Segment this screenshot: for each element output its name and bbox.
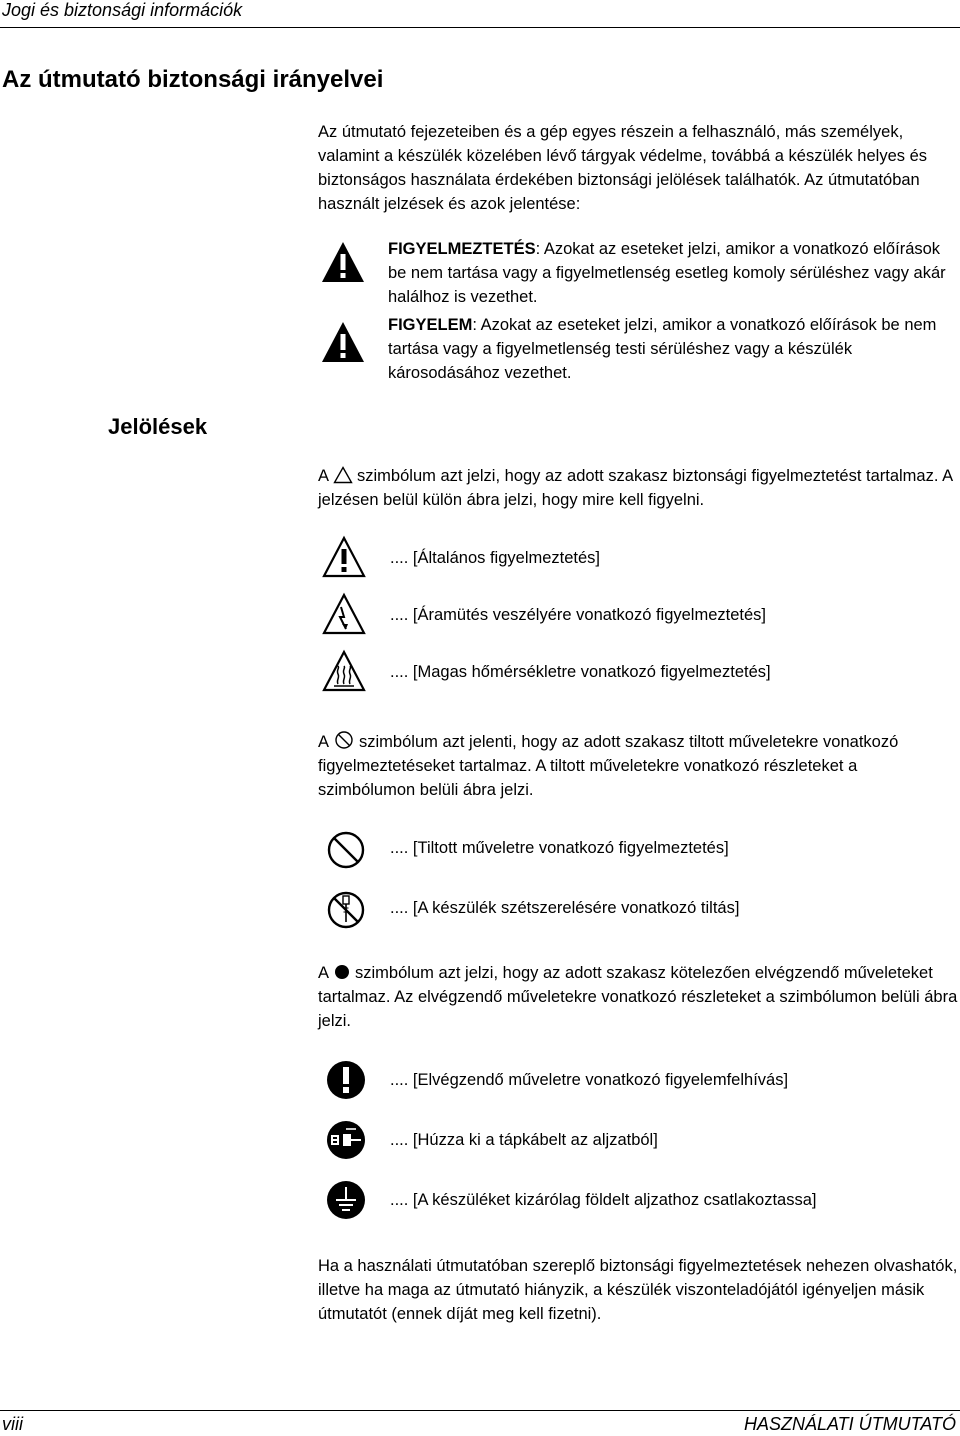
caution-definition xyxy=(388,313,958,385)
ground-icon xyxy=(322,1176,366,1224)
symbol-row xyxy=(318,534,958,582)
warning-text: : Azokat az eseteket jelzi, amikor a vonatkozó előírások be nem tartása vagy a figyelmetlenség esetleg komoly sérüléshez vagy akár halálhoz is vezethet. xyxy=(388,240,946,306)
para-prefix: A xyxy=(318,733,330,751)
symbol-row xyxy=(318,1176,958,1224)
mandatory-action-icon xyxy=(322,1056,366,1104)
running-title: Jogi és biztonsági információk xyxy=(2,0,243,20)
filled-circle-icon xyxy=(333,963,351,981)
warning-triangle-icon xyxy=(320,240,366,284)
mandatory-symbol-paragraph xyxy=(318,961,958,1033)
para-prefix: A xyxy=(318,964,330,982)
side-heading: Jelölések xyxy=(108,414,208,439)
warning-label: FIGYELMEZTETÉS xyxy=(388,240,536,258)
prohibited-icon xyxy=(322,824,366,872)
intro-paragraph: Az útmutató fejezeteiben és a gép egyes részein a felhasználó, más személyek, valamint a készülék közelében lévő tárgyak védelme, továbbá a készülék helyes és biztonságos használata érdekében biztonsági jelölések találhatók. Az útmutatóban használt jelzések és azok jelentése: xyxy=(318,123,928,213)
symbol-label: .... [Húzza ki a tápkábelt az aljzatból] xyxy=(390,1131,658,1149)
caution-label: FIGYELEM xyxy=(388,316,473,334)
symbol-label: .... [A készülék szétszerelésére vonatkozó tiltás] xyxy=(390,899,740,917)
symbol-label: .... [Áramütés veszélyére vonatkozó figyelmeztetés] xyxy=(390,606,766,624)
closing-paragraph: Ha a használati útmutatóban szereplő biztonsági figyelmeztetések nehezen olvashatók, illetve ha maga az útmutató hiányzik, a készülék viszonteladójától igényeljen másik útmutatót (ennek díját meg kell fizetni). xyxy=(318,1257,958,1323)
symbol-row xyxy=(318,591,958,639)
electric-shock-warning-icon xyxy=(322,591,366,639)
caution-triangle-icon xyxy=(320,320,366,364)
section-title: Az útmutató biztonsági irányelvei xyxy=(2,66,384,93)
symbol-row xyxy=(318,884,958,932)
symbol-label: .... [Elvégzendő műveletre vonatkozó figyelemfelhívás] xyxy=(390,1071,789,1089)
triangle-outline-icon xyxy=(333,466,353,484)
high-temperature-warning-icon xyxy=(322,648,366,696)
para-suffix: szimbólum azt jelenti, hogy az adott szakasz tiltott műveletekre vonatkozó figyelmeztetéseket tartalmaz. A tiltott műveletekre vonatkozó részleteket a szimbólumon belüli ábra jelzi. xyxy=(318,733,899,799)
no-disassembly-icon xyxy=(322,884,366,932)
symbol-label: .... [Magas hőmérsékletre vonatkozó figyelmeztetés] xyxy=(390,663,771,681)
footer-rule xyxy=(0,1410,960,1411)
para-suffix: szimbólum azt jelzi, hogy az adott szakasz biztonsági figyelmeztetést tartalmaz. A jelzésen belül külön ábra jelzi, hogy mire kell figyelni. xyxy=(318,467,953,509)
para-prefix: A xyxy=(318,467,330,485)
unplug-icon xyxy=(322,1116,366,1164)
manual-title: HASZNÁLATI ÚTMUTATÓ xyxy=(743,1414,956,1434)
prohibit-outline-icon xyxy=(333,730,355,750)
header-rule xyxy=(0,27,960,28)
symbol-label: .... [A készüléket kizárólag földelt aljzathoz csatlakoztassa] xyxy=(390,1191,817,1209)
symbol-label: .... [Általános figyelmeztetés] xyxy=(390,549,601,567)
caution-text: : Azokat az eseteket jelzi, amikor a vonatkozó előírások be nem tartása vagy a figyelmetlenség testi sérüléshez vagy a készülék károsodásához vezethet. xyxy=(388,316,937,382)
symbol-label: .... [Tiltott műveletre vonatkozó figyelmeztetés] xyxy=(390,839,729,857)
symbol-row xyxy=(318,1116,958,1164)
page-number: viii xyxy=(2,1414,23,1434)
warning-definition xyxy=(388,237,958,309)
general-warning-icon xyxy=(322,534,366,582)
symbol-row xyxy=(318,1056,958,1104)
para-suffix: szimbólum azt jelzi, hogy az adott szakasz kötelezően elvégzendő műveleteket tartalmaz. Az elvégzendő műveletekre vonatkozó részleteket a szimbólumon belüli ábra jelzi. xyxy=(318,964,958,1030)
triangle-symbol-paragraph xyxy=(318,464,958,512)
prohibit-symbol-paragraph xyxy=(318,730,958,802)
symbol-row xyxy=(318,648,958,696)
symbol-row xyxy=(318,824,958,872)
